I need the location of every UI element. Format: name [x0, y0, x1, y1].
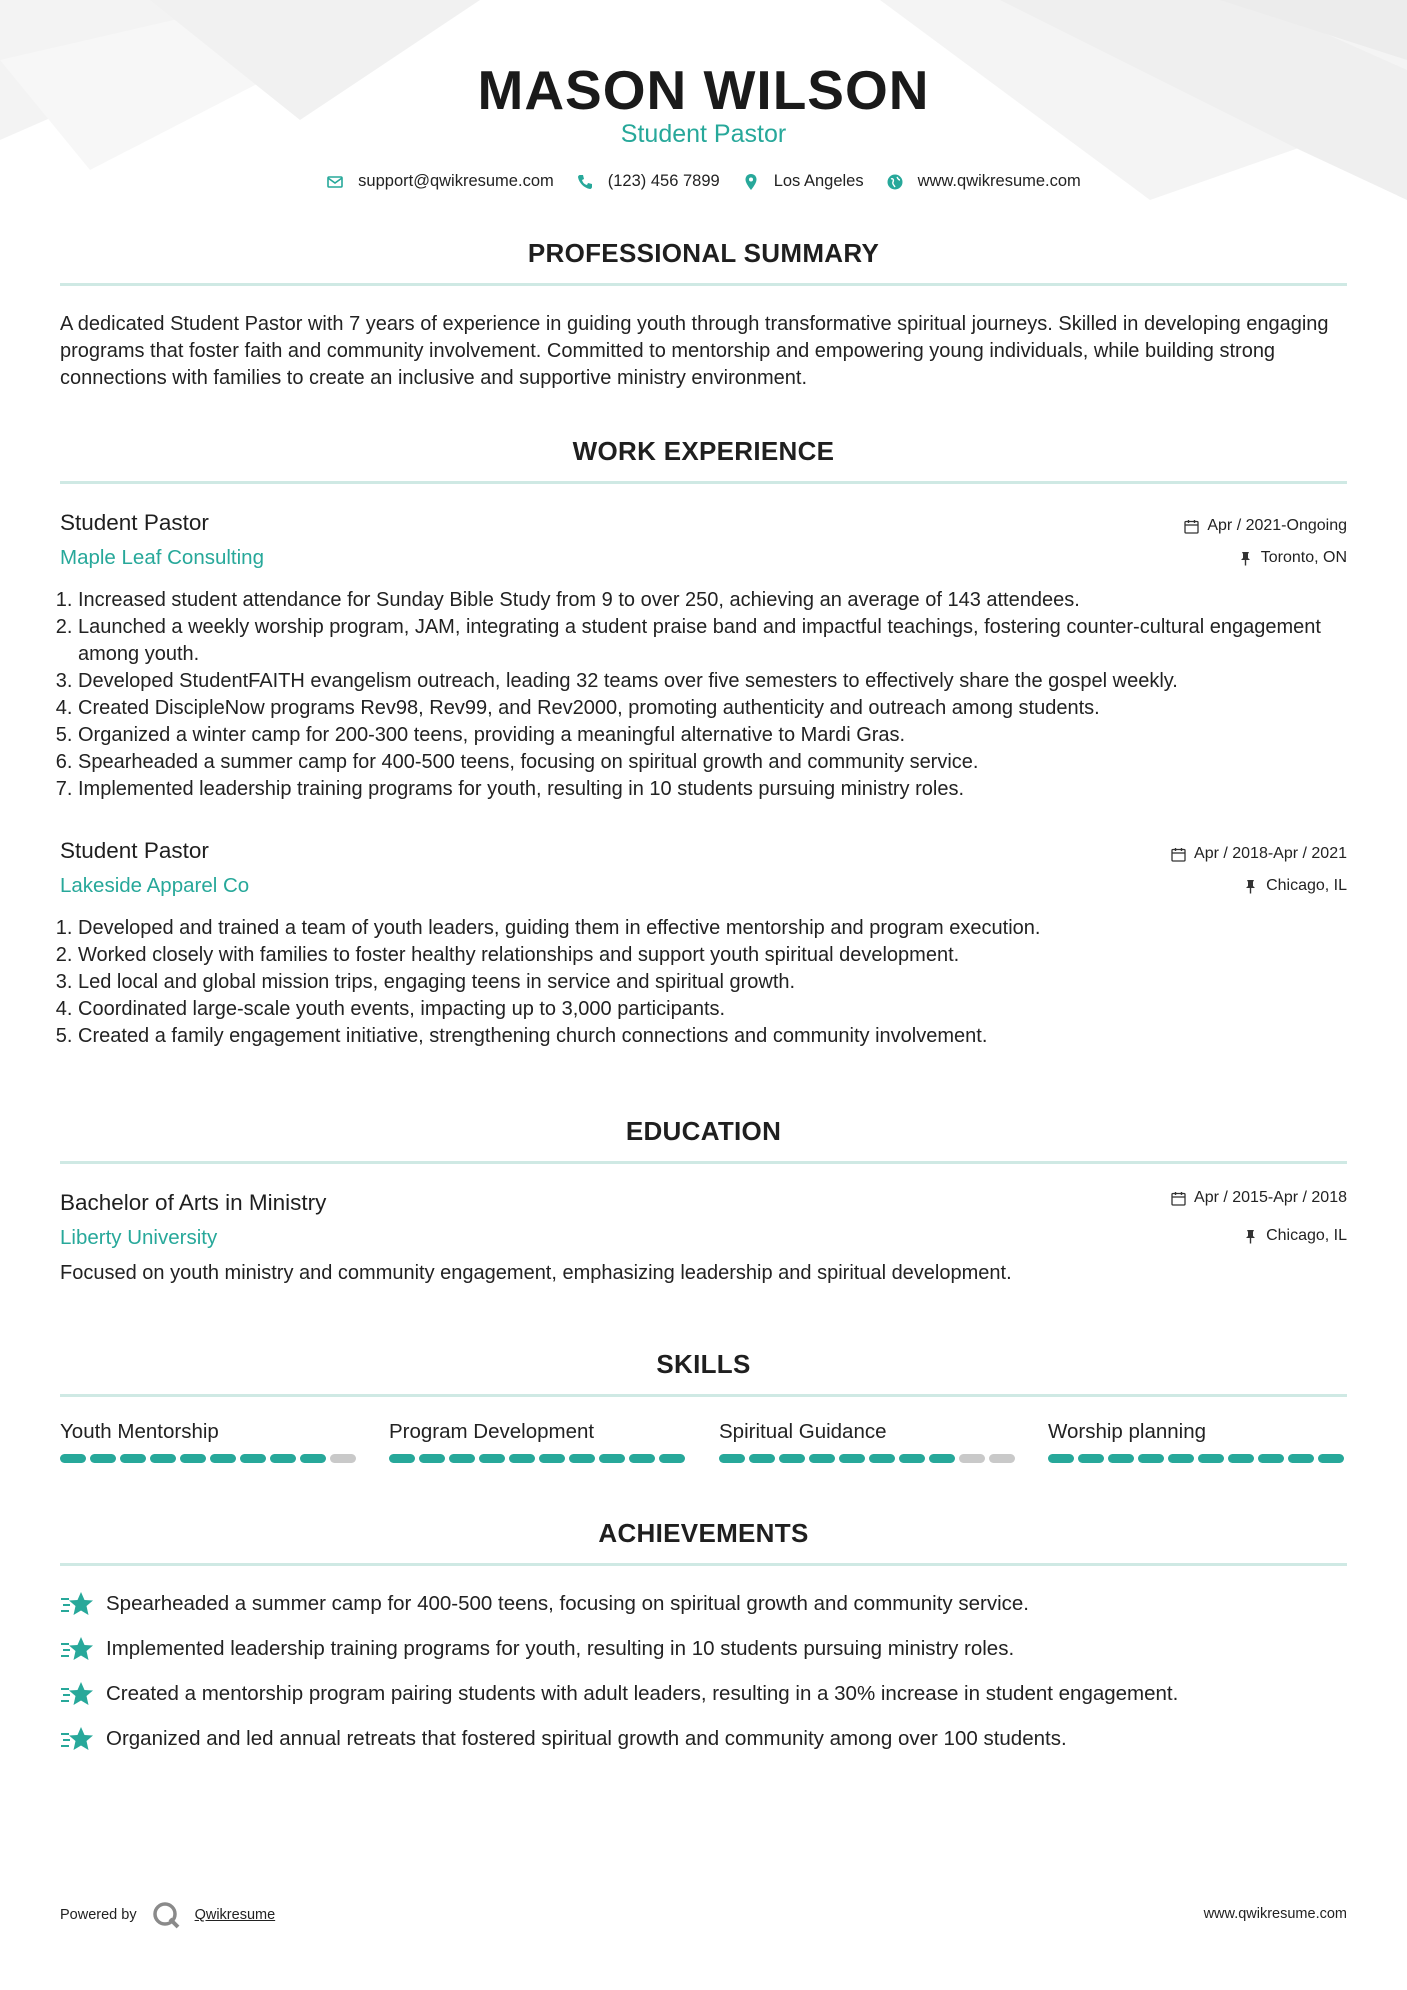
job-dates-text: Apr / 2021-Ongoing	[1207, 517, 1347, 534]
skill-segment-filled	[1108, 1454, 1134, 1463]
education-description: Focused on youth ministry and community engagement, emphasizing leadership and spiritual development.	[60, 1262, 1012, 1284]
skill-item	[1048, 1420, 1348, 1463]
calendar-icon	[1171, 1191, 1186, 1206]
achievement-item	[60, 1590, 1029, 1618]
skill-level-bar	[719, 1454, 1019, 1463]
skills-heading: SKILLS	[656, 1349, 751, 1379]
phone-icon	[576, 173, 594, 191]
skill-segment-filled	[1048, 1454, 1074, 1463]
list-item: 7. Implemented leadership training programs for youth, resulting in 10 students pursuing ministry roles.	[78, 776, 1365, 803]
contact-location	[742, 172, 864, 191]
list-item: 3. Led local and global mission trips, engaging teens in service and spiritual growth.	[78, 969, 1365, 996]
education-dates-text: Apr / 2015-Apr / 2018	[1194, 1189, 1347, 1206]
website-text: www.qwikresume.com	[917, 172, 1081, 190]
skill-segment-filled	[1318, 1454, 1344, 1463]
skill-segment-filled	[749, 1454, 775, 1463]
education-heading: EDUCATION	[625, 1116, 782, 1146]
map-pin-icon	[742, 173, 760, 191]
skill-segment-filled	[120, 1454, 146, 1463]
school-name: Liberty University	[60, 1226, 218, 1249]
footer-website[interactable]: www.qwikresume.com	[1203, 1906, 1347, 1922]
skill-segment-filled	[629, 1454, 655, 1463]
pushpin-icon	[1238, 551, 1253, 566]
list-item: 4. Coordinated large-scale youth events, impacting up to 3,000 participants.	[78, 996, 1365, 1023]
summary-heading: PROFESSIONAL SUMMARY	[527, 238, 880, 268]
achievement-item	[60, 1635, 1014, 1663]
skill-level-bar	[389, 1454, 689, 1463]
calendar-icon	[1184, 519, 1199, 534]
skill-segment-filled	[180, 1454, 206, 1463]
contact-website[interactable]	[886, 172, 1081, 191]
list-item: 3. Developed StudentFAITH evangelism outreach, leading 32 teams over five semesters to effectively share the gospel weekly.	[78, 668, 1365, 695]
job-title: Student Pastor	[60, 510, 209, 535]
job-title: Student Pastor	[60, 838, 209, 863]
experience-divider	[60, 481, 1347, 484]
achievement-text: Spearheaded a summer camp for 400-500 teens, focusing on spiritual growth and community service.	[106, 1592, 1029, 1615]
skill-segment-filled	[479, 1454, 505, 1463]
achievements-divider	[60, 1563, 1347, 1566]
calendar-icon	[1171, 847, 1186, 862]
education-location	[1243, 1227, 1347, 1245]
achievements-heading: ACHIEVEMENTS	[598, 1518, 809, 1548]
skill-segment-filled	[1078, 1454, 1104, 1463]
skill-segment-filled	[240, 1454, 266, 1463]
star-icon	[60, 1635, 94, 1663]
brand-link[interactable]: Qwikresume	[194, 1907, 276, 1923]
contact-bar	[0, 172, 1407, 191]
company-name: Maple Leaf Consulting	[60, 546, 264, 569]
skill-segment-filled	[389, 1454, 415, 1463]
skill-item	[60, 1420, 360, 1463]
skill-segment-filled	[779, 1454, 805, 1463]
achievement-item	[60, 1725, 1067, 1753]
star-icon	[60, 1680, 94, 1708]
summary-divider	[60, 283, 1347, 286]
skill-segment-filled	[419, 1454, 445, 1463]
experience-heading: WORK EXPERIENCE	[572, 436, 835, 466]
list-item: 2. Launched a weekly worship program, JAM, integrating a student praise band and impactful teachings, fostering counter-cultural engagement among youth.	[78, 614, 1365, 668]
skill-segment-filled	[719, 1454, 745, 1463]
skill-segment-filled	[539, 1454, 565, 1463]
skill-item	[389, 1420, 689, 1463]
skill-name: Youth Mentorship	[60, 1420, 219, 1443]
skill-segment-filled	[899, 1454, 925, 1463]
job-bullets	[60, 915, 1365, 1050]
skill-segment-filled	[839, 1454, 865, 1463]
job-dates-text: Apr / 2018-Apr / 2021	[1194, 845, 1347, 862]
list-item: 4. Created DiscipleNow programs Rev98, Rev99, and Rev2000, promoting authenticity and outreach among students.	[78, 695, 1365, 722]
list-item: 2. Worked closely with families to foster healthy relationships and support youth spiritual development.	[78, 942, 1365, 969]
phone-text: (123) 456 7899	[607, 172, 720, 190]
skill-segment-filled	[90, 1454, 116, 1463]
achievement-text: Organized and led annual retreats that fostered spiritual growth and community among over 100 students.	[106, 1727, 1067, 1750]
job-bullets	[60, 587, 1365, 803]
skill-level-bar	[60, 1454, 360, 1463]
list-item: 1. Increased student attendance for Sunday Bible Study from 9 to over 250, achieving an average of 143 attendees.	[78, 587, 1365, 614]
education-location-text: Chicago, IL	[1266, 1227, 1347, 1244]
job-location	[1243, 877, 1347, 895]
skill-segment-filled	[1258, 1454, 1284, 1463]
qwikresume-logo-icon	[151, 1900, 181, 1930]
skill-segment-filled	[599, 1454, 625, 1463]
skill-segment-filled	[1138, 1454, 1164, 1463]
email-text: support@qwikresume.com	[358, 172, 554, 190]
skill-segment-filled	[809, 1454, 835, 1463]
achievement-item	[60, 1680, 1178, 1708]
pushpin-icon	[1243, 1229, 1258, 1244]
skill-segment-filled	[1288, 1454, 1314, 1463]
skill-segment-filled	[1198, 1454, 1224, 1463]
skill-segment-empty	[959, 1454, 985, 1463]
skill-segment-filled	[869, 1454, 895, 1463]
skill-segment-filled	[1168, 1454, 1194, 1463]
globe-icon	[886, 173, 904, 191]
powered-by-label: Powered by	[60, 1907, 137, 1923]
skill-segment-filled	[210, 1454, 236, 1463]
education-dates	[1171, 1189, 1347, 1207]
summary-text: A dedicated Student Pastor with 7 years of experience in guiding youth through transformative spiritual journeys. Skilled in developing engaging programs that foster faith and community involvement. Committed to mentorship and empowering young individuals, while building strong connections with families to create an inclusive and supportive ministry environment.	[60, 313, 1329, 389]
footer-powered-by	[60, 1900, 275, 1930]
location-text: Los Angeles	[773, 172, 864, 190]
degree-title: Bachelor of Arts in Ministry	[60, 1190, 327, 1215]
skill-segment-empty	[989, 1454, 1015, 1463]
skill-name: Spiritual Guidance	[719, 1420, 887, 1443]
skill-item	[719, 1420, 1019, 1463]
achievement-text: Created a mentorship program pairing students with adult leaders, resulting in a 30% increase in student engagement.	[106, 1682, 1179, 1705]
job-location	[1238, 549, 1347, 567]
list-item: 6. Spearheaded a summer camp for 400-500 teens, focusing on spiritual growth and community service.	[78, 749, 1365, 776]
list-item: 1. Developed and trained a team of youth leaders, guiding them in effective mentorship and program execution.	[78, 915, 1365, 942]
skill-segment-filled	[300, 1454, 326, 1463]
skill-segment-filled	[659, 1454, 685, 1463]
job-dates	[1184, 517, 1347, 535]
company-name: Lakeside Apparel Co	[60, 874, 250, 897]
skill-name: Program Development	[389, 1420, 595, 1443]
pushpin-icon	[1243, 879, 1258, 894]
candidate-name: MASON WILSON	[477, 59, 930, 121]
skills-divider	[60, 1394, 1347, 1397]
skill-segment-filled	[150, 1454, 176, 1463]
list-item: 5. Organized a winter camp for 200-300 teens, providing a meaningful alternative to Mardi Gras.	[78, 722, 1365, 749]
skill-segment-filled	[270, 1454, 296, 1463]
skill-segment-empty	[330, 1454, 356, 1463]
contact-phone[interactable]	[576, 172, 720, 191]
skill-segment-filled	[60, 1454, 86, 1463]
achievement-text: Implemented leadership training programs for youth, resulting in 10 students pursuing ministry roles.	[106, 1637, 1015, 1660]
skill-name: Worship planning	[1048, 1420, 1207, 1443]
star-icon	[60, 1725, 94, 1753]
star-icon	[60, 1590, 94, 1618]
skill-segment-filled	[509, 1454, 535, 1463]
education-divider	[60, 1161, 1347, 1164]
envelope-icon	[326, 173, 344, 191]
skill-segment-filled	[449, 1454, 475, 1463]
skill-segment-filled	[569, 1454, 595, 1463]
job-location-text: Chicago, IL	[1266, 877, 1347, 894]
list-item: 5. Created a family engagement initiative, strengthening church connections and community involvement.	[78, 1023, 1365, 1050]
job-location-text: Toronto, ON	[1260, 549, 1347, 566]
skill-segment-filled	[1228, 1454, 1254, 1463]
candidate-role: Student Pastor	[620, 120, 787, 148]
job-dates	[1171, 845, 1347, 863]
contact-email[interactable]	[326, 172, 554, 191]
skill-segment-filled	[929, 1454, 955, 1463]
skill-level-bar	[1048, 1454, 1348, 1463]
